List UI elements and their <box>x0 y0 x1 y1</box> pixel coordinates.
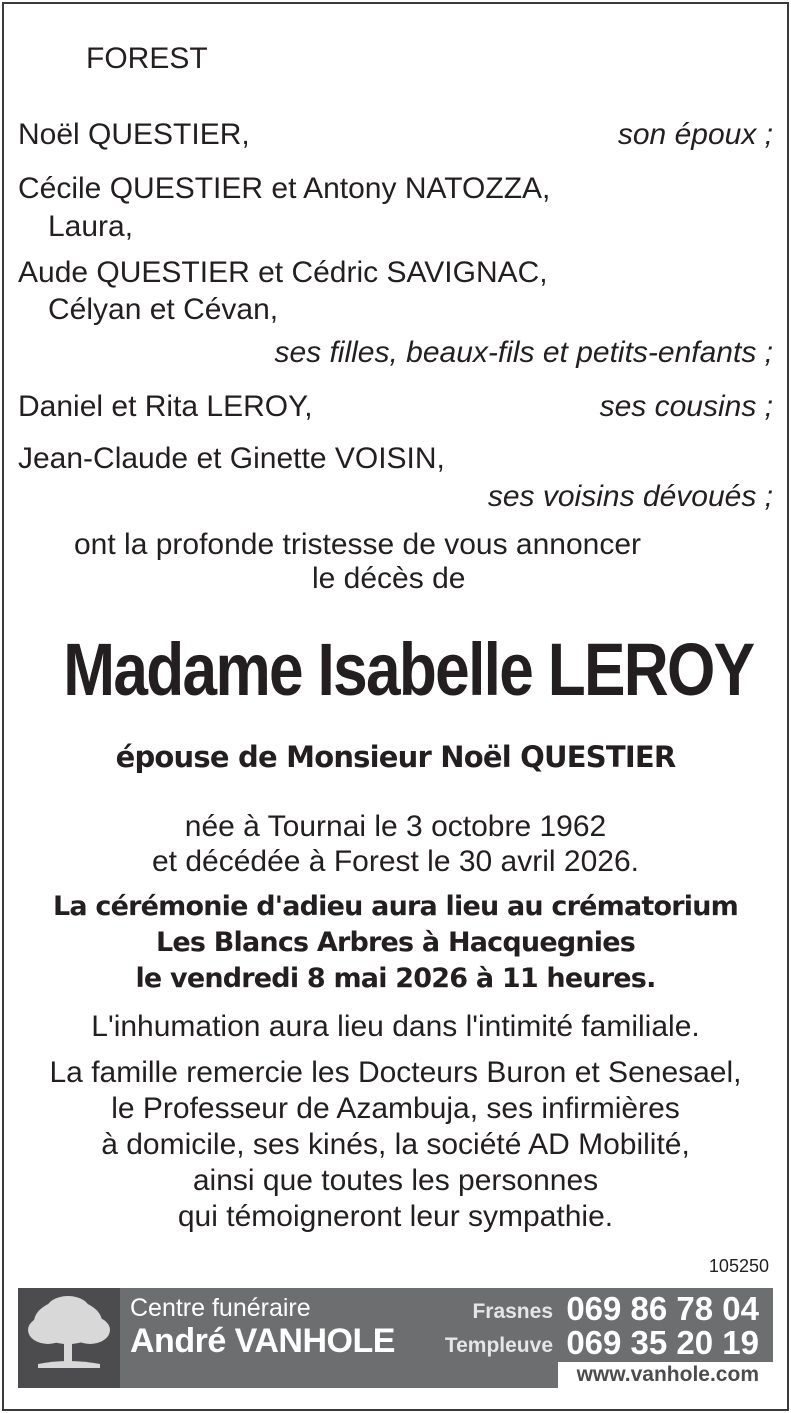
death-line: et décédée à Forest le 30 avril 2026. <box>152 845 639 878</box>
location-town: Frasnes <box>472 1300 553 1323</box>
birth-line: née à Tournai le 3 octobre 1962 <box>184 810 607 843</box>
funeral-home-band <box>18 1288 773 1388</box>
funeral-home-name: André VANHOLE <box>130 1322 395 1360</box>
family-member: Jean-Claude et Ginette VOISIN, <box>18 442 445 475</box>
deceased-spouse: épouse de Monsieur Noël QUESTIER <box>115 740 676 774</box>
location-town: Templeuve <box>444 1334 553 1357</box>
website-link[interactable]: www.vanhole.com <box>576 1363 759 1386</box>
family-relation: son époux ; <box>617 118 773 151</box>
announcement-line: ont la profonde tristesse de vous annoncer <box>74 528 642 561</box>
burial-line: L'inhumation aura lieu dans l'intimité familiale. <box>91 1010 700 1043</box>
tree-icon <box>18 1288 120 1388</box>
family-relation: ses cousins ; <box>599 390 773 423</box>
family-sub: Laura, <box>48 210 134 243</box>
announcement-line: le décès de <box>312 562 466 595</box>
location-phone: 069 35 20 19 <box>566 1324 759 1361</box>
family-sub: Célyan et Cévan, <box>48 293 279 326</box>
logo-box <box>18 1288 120 1388</box>
town-header: FOREST <box>86 42 208 75</box>
thanks-line: La famille remercie les Docteurs Buron et Senesael, <box>49 1056 742 1089</box>
family-member: Aude QUESTIER et Cédric SAVIGNAC, <box>18 256 548 289</box>
deceased-name: Madame Isabelle LEROY <box>63 628 754 711</box>
family-member: Daniel et Rita LEROY, <box>18 390 313 423</box>
website-strip <box>558 1362 773 1388</box>
ceremony-line: Les Blancs Arbres à Hacquegnies <box>155 927 636 958</box>
thanks-line: qui témoigneront leur sympathie. <box>177 1200 614 1233</box>
family-member: Noël QUESTIER, <box>18 118 250 151</box>
family-relation: ses voisins dévoués ; <box>487 480 773 513</box>
ceremony-line: La cérémonie d'adieu aura lieu au crématorium <box>53 891 738 922</box>
thanks-line: ainsi que toutes les personnes <box>192 1164 599 1197</box>
thanks-line: à domicile, ses kinés, la société AD Mobilité, <box>101 1128 690 1161</box>
funeral-home-label: Centre funéraire <box>130 1294 311 1322</box>
ceremony-line: le vendredi 8 mai 2026 à 11 heures. <box>135 963 656 994</box>
reference-number: 105250 <box>708 1256 769 1276</box>
family-relation: ses filles, beaux-fils et petits-enfants ; <box>274 336 773 369</box>
location-phone: 069 86 78 04 <box>566 1290 759 1327</box>
family-member: Cécile QUESTIER et Antony NATOZZA, <box>18 172 551 205</box>
thanks-line: le Professeur de Azambuja, ses infirmières <box>111 1092 680 1125</box>
